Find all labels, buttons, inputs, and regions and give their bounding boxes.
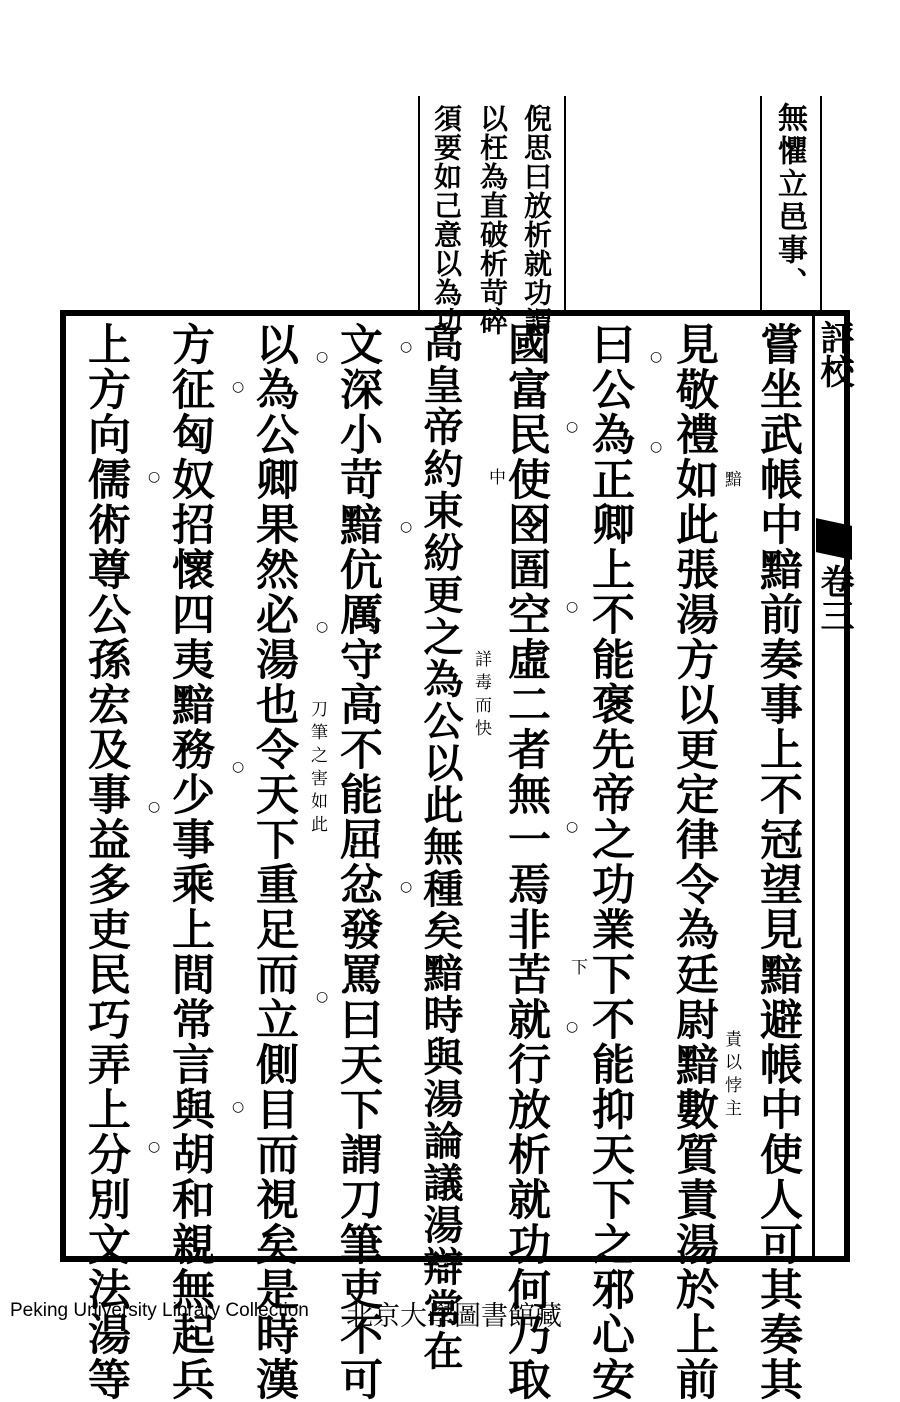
interlinear-note: 詳毒而快 (471, 650, 491, 742)
text-column-3: 曰公為正卿上不能褒先帝之功業下不能抑天下之邪心安 (585, 322, 635, 1402)
interlinear-note: 中 (485, 468, 505, 491)
punctuation-mark: ○ (650, 439, 663, 455)
punctuation-mark: ○ (148, 469, 161, 485)
punctuation-mark: ○ (232, 759, 245, 775)
text-column-7: 以為公卿果然必湯也令天下重足而立側目而視矣是時漢 (249, 322, 299, 1402)
punctuation-mark: ○ (566, 1019, 579, 1035)
punctuation-mark: ○ (316, 619, 329, 635)
interlinear-note: 刀筆之害如此 (307, 700, 327, 838)
margin-column (812, 316, 854, 1256)
punctuation-mark: ○ (148, 799, 161, 815)
headnote-box (418, 96, 566, 336)
volume-label: 卷三 (814, 564, 854, 632)
punctuation-mark: ○ (650, 349, 663, 365)
text-column-1: 嘗坐武帳中黯前奏事上不冠望見黯避帳中使人可其奏其 (753, 322, 803, 1402)
edition-mark: 評校 (814, 320, 854, 388)
collection-credit-zh: 北京大學圖書館藏 (346, 1301, 562, 1332)
interlinear-note: 黯 (721, 470, 741, 493)
text-column-5: 高皇帝約束紛更之為公以此無種矣黯時與湯論議湯辯常在 (417, 322, 464, 1372)
text-column-2: 見敬禮如此張湯方以更定律令為廷尉黯數質責湯於上前 (669, 322, 719, 1402)
punctuation-mark: ○ (232, 1099, 245, 1115)
headnote-line-1: 倪思曰放析就功謂 (520, 104, 553, 336)
punctuation-mark: ○ (400, 879, 413, 895)
interlinear-note: 責以悖主 (721, 1030, 741, 1122)
punctuation-mark: ○ (566, 419, 579, 435)
title-box (760, 96, 822, 310)
text-column-9: 上方向儒術尊公孫宏及事益多吏民巧弄上分別文法湯等 (81, 322, 131, 1402)
punctuation-mark: ○ (148, 1139, 161, 1155)
punctuation-mark: ○ (400, 339, 413, 355)
punctuation-mark: ○ (232, 379, 245, 395)
headnote-line-3: 須要如己意以為功 (430, 104, 463, 336)
interlinear-note: 下 (567, 958, 587, 981)
text-column-4: 國富民使囹圄空虛二者無一焉非苦就行放析就功何乃取 (501, 322, 551, 1402)
punctuation-mark: ○ (566, 599, 579, 615)
title-box-text: 無懼立邑事、 (772, 102, 807, 300)
punctuation-mark: ○ (316, 349, 329, 365)
text-column-8: 方征匈奴招懷四夷黯務少事乘上間常言與胡和親無起兵 (165, 322, 215, 1402)
text-column-6: 文深小苛黯伉厲守高不能屈忿發罵曰天下謂刀筆吏不可 (333, 322, 383, 1402)
headnote-line-2: 以枉為直破析苛碎 (476, 104, 509, 336)
punctuation-mark: ○ (400, 519, 413, 535)
punctuation-mark: ○ (316, 989, 329, 1005)
punctuation-mark: ○ (566, 819, 579, 835)
collection-credit-en: Peking University Library Collection (10, 1300, 309, 1321)
